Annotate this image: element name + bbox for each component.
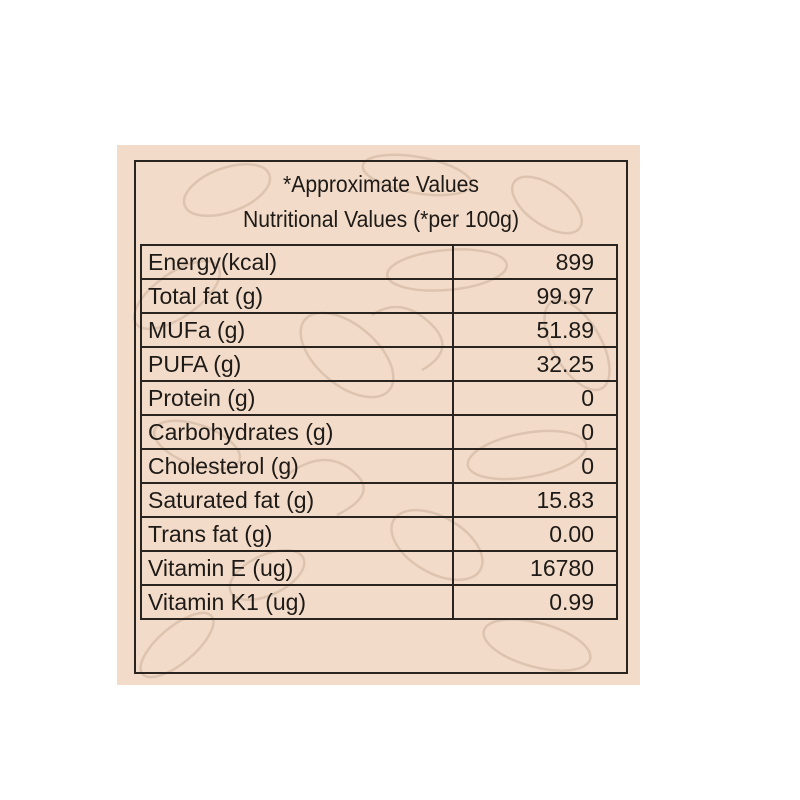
table-row bbox=[141, 313, 617, 347]
nutrient-name: Energy(kcal) bbox=[141, 245, 453, 279]
table-row bbox=[141, 279, 617, 313]
nutrient-name: Saturated fat (g) bbox=[141, 483, 453, 517]
nutrient-value: 899 bbox=[453, 245, 617, 279]
table-row bbox=[141, 551, 617, 585]
nutrient-name: Total fat (g) bbox=[141, 279, 453, 313]
nutrient-name: Carbohydrates (g) bbox=[141, 415, 453, 449]
nutrient-name: Vitamin E (ug) bbox=[141, 551, 453, 585]
nutrient-name: Protein (g) bbox=[141, 381, 453, 415]
nutrition-table bbox=[140, 244, 618, 620]
nutrient-name: Cholesterol (g) bbox=[141, 449, 453, 483]
nutrient-value: 15.83 bbox=[453, 483, 617, 517]
approximate-values-note: *Approximate Values bbox=[282, 171, 480, 197]
nutrient-value: 0 bbox=[453, 415, 617, 449]
nutrient-name: MUFa (g) bbox=[141, 313, 453, 347]
nutrient-value: 32.25 bbox=[453, 347, 617, 381]
table-row bbox=[141, 245, 617, 279]
nutrient-value: 51.89 bbox=[453, 313, 617, 347]
nutrient-name: PUFA (g) bbox=[141, 347, 453, 381]
nutrient-value: 0.99 bbox=[453, 585, 617, 619]
table-row bbox=[141, 347, 617, 381]
nutrient-value: 99.97 bbox=[453, 279, 617, 313]
table-row bbox=[141, 517, 617, 551]
nutrient-value: 0 bbox=[453, 449, 617, 483]
nutrient-value: 0.00 bbox=[453, 517, 617, 551]
nutrient-value: 16780 bbox=[453, 551, 617, 585]
table-row bbox=[141, 585, 617, 619]
table-row bbox=[141, 415, 617, 449]
table-row bbox=[141, 483, 617, 517]
nutrition-heading: Nutritional Values (*per 100g) bbox=[242, 206, 519, 232]
nutrient-name: Vitamin K1 (ug) bbox=[141, 585, 453, 619]
table-row bbox=[141, 449, 617, 483]
nutrient-name: Trans fat (g) bbox=[141, 517, 453, 551]
table-row bbox=[141, 381, 617, 415]
nutrient-value: 0 bbox=[453, 381, 617, 415]
